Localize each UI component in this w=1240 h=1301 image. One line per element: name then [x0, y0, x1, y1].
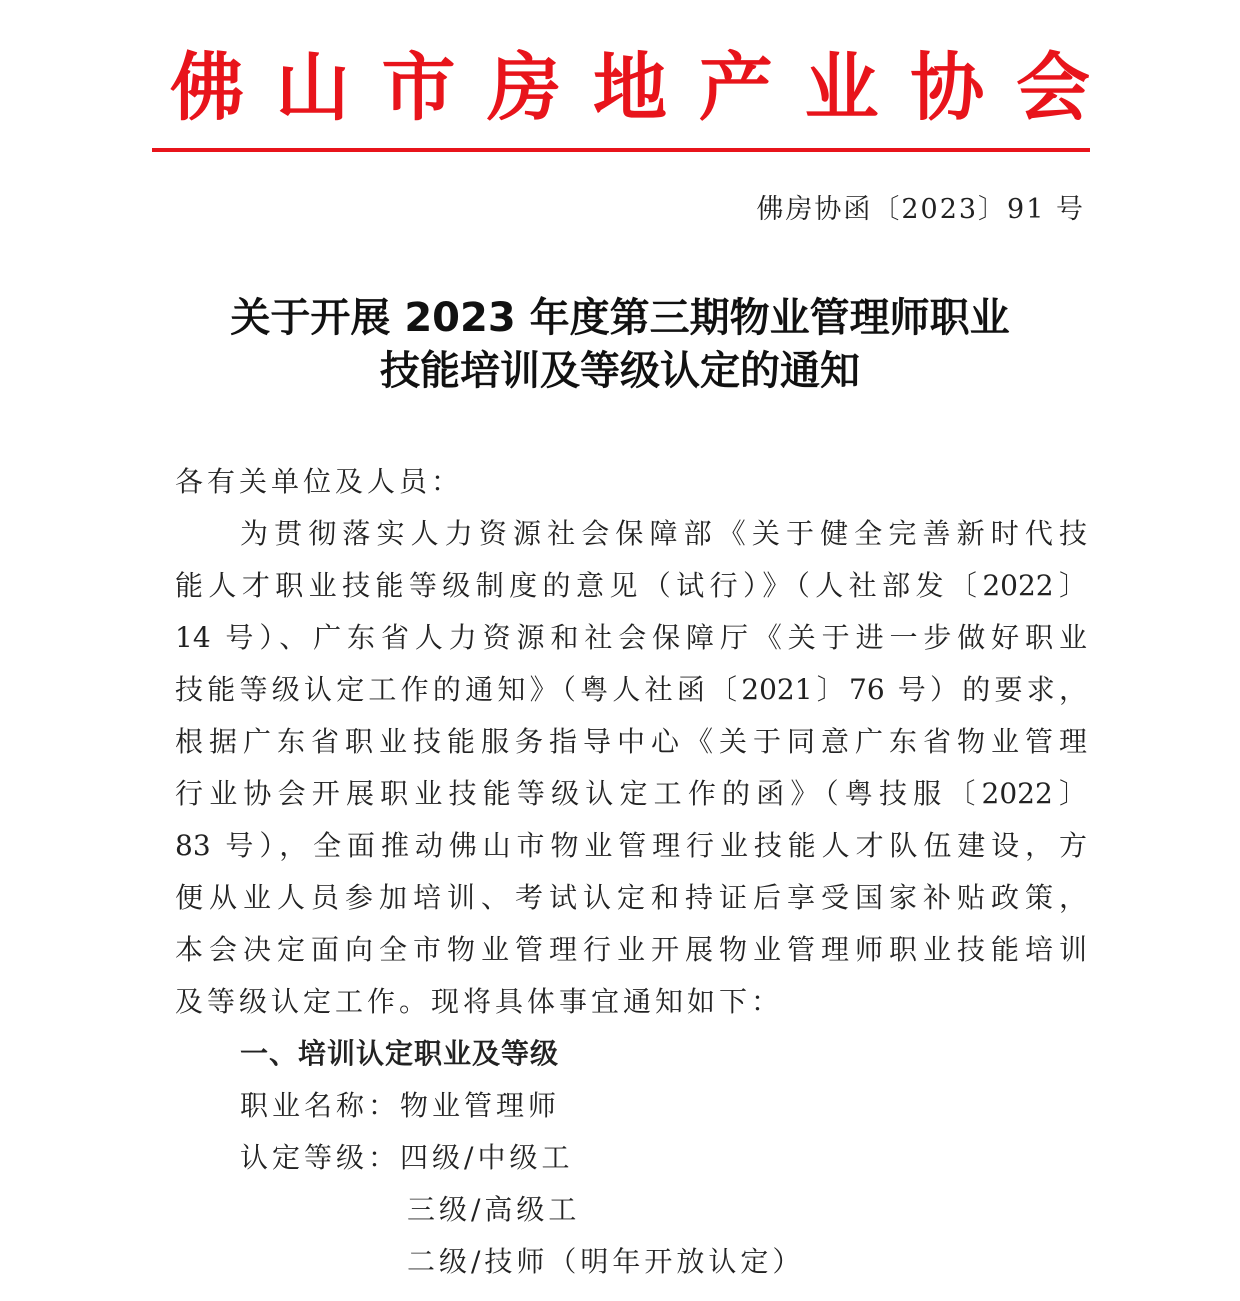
org-char: 业	[804, 45, 879, 131]
level-item: 二级/技师（明年开放认定）	[407, 1245, 805, 1278]
paragraph-line: 及等级认定工作。现将具体事宜通知如下：	[175, 985, 784, 1018]
red-divider	[152, 148, 1090, 152]
paragraph-line: 根据广东省职业技能服务指导中心《关于同意广东省物业管理	[175, 725, 1087, 758]
paragraph-line: 便从业人员参加培训、考试认定和持证后享受国家补贴政策，	[175, 881, 1087, 914]
salutation: 各有关单位及人员：	[175, 465, 464, 498]
level-label: 认定等级：	[240, 1141, 401, 1174]
org-char: 山	[275, 45, 350, 131]
paragraph-line: 14 号）、广东省人力资源和社会保障厅《关于进一步做好职业	[175, 621, 1087, 654]
org-letterhead	[170, 40, 1090, 136]
paragraph-line: 能人才职业技能等级制度的意见（试行）》（人社部发〔2022〕	[175, 569, 1087, 602]
org-char: 地	[593, 45, 667, 131]
paragraph-line: 技能等级认定工作的通知》（粤人社函〔2021〕76 号）的要求，	[175, 673, 1087, 706]
document-title	[0, 292, 1240, 398]
title-line: 技能培训及等级认定的通知	[380, 348, 860, 394]
org-char: 会	[1016, 45, 1090, 131]
org-char: 协	[910, 45, 985, 131]
document-number: 佛房协函〔2023〕91 号	[756, 194, 1085, 225]
occupation-name: 职业名称：物业管理师	[240, 1089, 561, 1122]
org-char: 佛	[170, 45, 244, 131]
document-body	[175, 456, 1087, 1288]
level-row	[175, 1132, 1087, 1184]
title-line: 关于开展 2023 年度第三期物业管理师职业	[230, 295, 1010, 341]
paragraph-line: 为贯彻落实人力资源社会保障部《关于健全完善新时代技	[240, 517, 1087, 550]
org-char: 产	[698, 45, 773, 131]
level-item: 四级/中级工	[400, 1141, 574, 1174]
paragraph-line: 本会决定面向全市物业管理行业开展物业管理师职业技能培训	[175, 933, 1087, 966]
paragraph-line: 83 号），全面推动佛山市物业管理行业技能人才队伍建设，方	[175, 829, 1087, 862]
org-char: 市	[381, 45, 456, 131]
org-char: 房	[487, 45, 562, 131]
level-item: 三级/高级工	[407, 1193, 581, 1226]
section-heading: 一、培训认定职业及等级	[240, 1037, 560, 1070]
paragraph-line: 行业协会开展职业技能等级认定工作的函》（粤技服〔2022〕	[175, 777, 1087, 810]
